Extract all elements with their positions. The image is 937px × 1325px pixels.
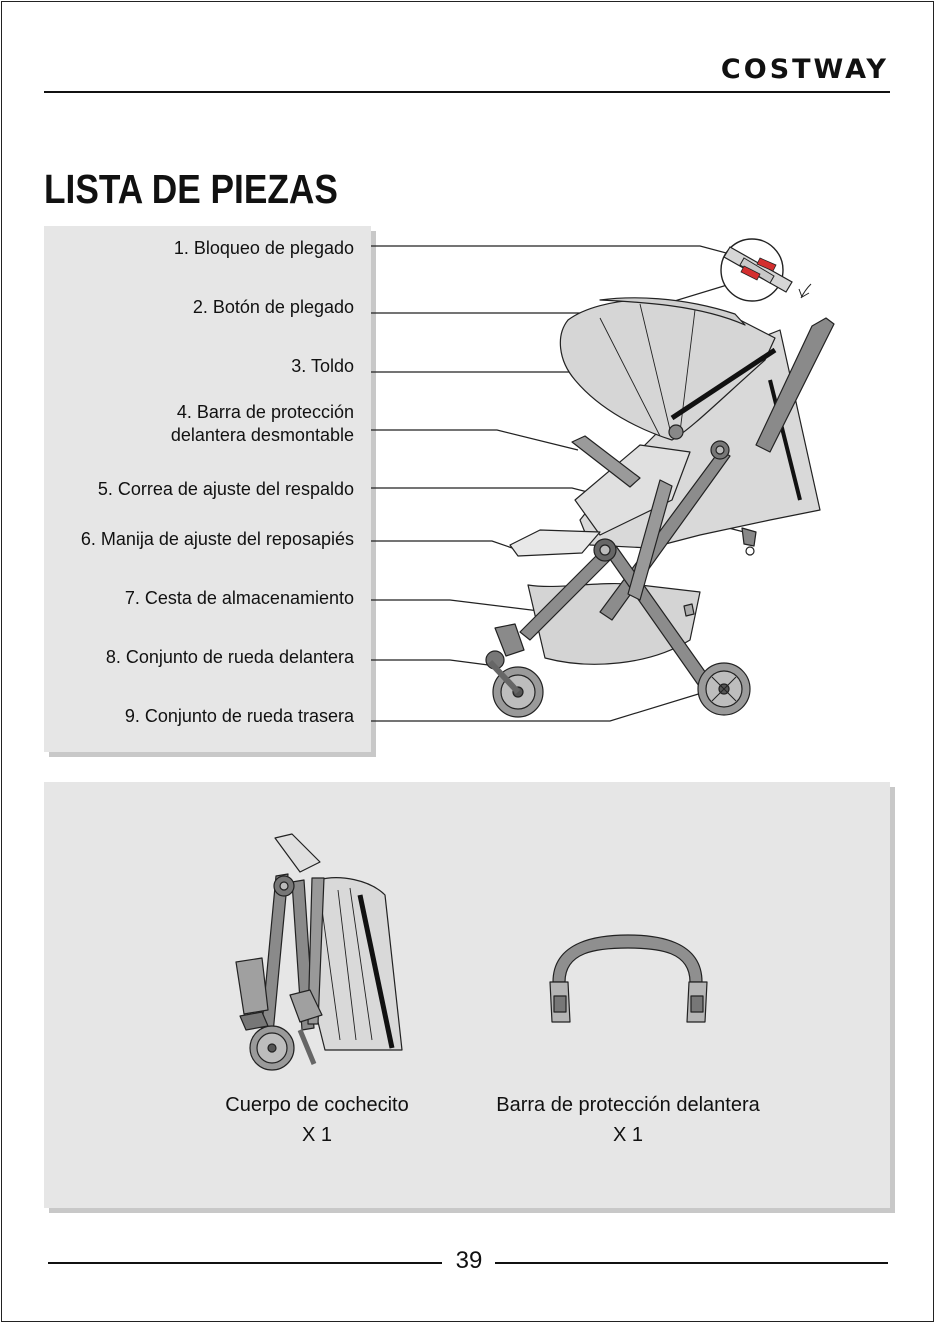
leader-line-4 [371, 430, 578, 450]
part-label-front-bar: 4. Barra de protección delantera desmontable [170, 402, 354, 445]
folding-lock-detail [721, 239, 811, 301]
leader-line-9 [371, 688, 718, 721]
part-label-canopy: 3. Toldo [291, 356, 354, 376]
footer-rule-left [48, 1262, 442, 1264]
item-caption-front-bar [468, 1090, 788, 1150]
item-quantity: X 1 [612, 1124, 644, 1146]
part-label-backrest-strap: 5. Correa de ajuste del respaldo [97, 479, 354, 499]
page-number: 39 [455, 1247, 483, 1274]
page-title: LISTA DE PIEZAS [44, 166, 338, 212]
footer-rule-right [495, 1262, 888, 1264]
front-bar-illustration [550, 935, 707, 1022]
part-label-front-wheel: 8. Conjunto de rueda delantera [105, 647, 354, 667]
part-label-rear-wheel: 9. Conjunto de rueda trasera [124, 706, 354, 726]
part-label-folding-lock: 1. Bloqueo de plegado [173, 238, 354, 258]
leader-line-6 [371, 541, 515, 549]
folded-stroller-illustration [236, 834, 402, 1070]
item-name: Barra de protección delantera [496, 1094, 760, 1116]
part-label-folding-button: 2. Botón de plegado [192, 297, 354, 317]
item-caption-stroller-body [197, 1090, 437, 1150]
part-label-footrest-handle: 6. Manija de ajuste del reposapiés [80, 529, 354, 549]
leader-line-8 [371, 660, 496, 666]
item-quantity: X 1 [301, 1124, 333, 1146]
part-label-storage-basket: 7. Cesta de almacenamiento [124, 588, 354, 608]
item-name: Cuerpo de cochecito [225, 1094, 409, 1116]
leader-line-1 [371, 246, 745, 258]
brand-logo: COSTWAY [720, 54, 889, 85]
